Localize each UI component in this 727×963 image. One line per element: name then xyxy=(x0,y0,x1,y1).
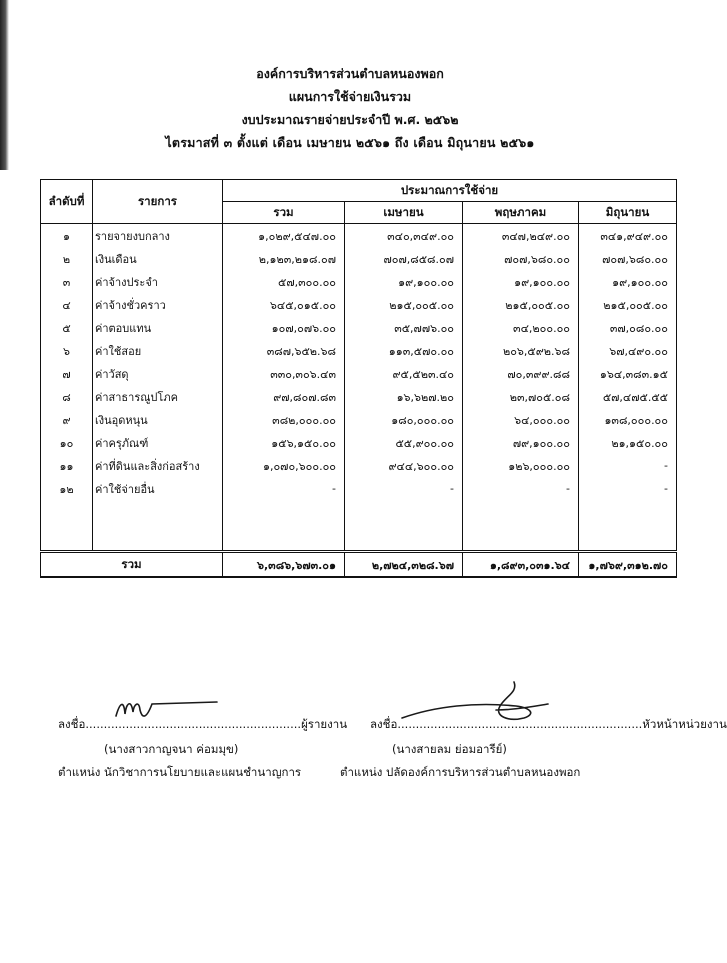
row-april: ๙๕,๕๒๓.๔๐ xyxy=(345,362,463,385)
table-row xyxy=(41,339,677,362)
left-sign-prefix: ลงชื่อ xyxy=(58,717,86,731)
row-may: ๗๐,๓๙๙.๘๘ xyxy=(463,362,579,385)
row-index: ๓ xyxy=(41,270,93,293)
row-item: ค่าสาธารณูปโภค xyxy=(93,385,223,408)
row-june: ๕๗,๔๗๕.๕๕ xyxy=(579,385,677,408)
row-total: ๙๗,๘๐๗.๘๓ xyxy=(223,385,345,408)
col-group-header: ประมาณการใช้จ่าย xyxy=(223,180,677,202)
row-total: ๑,๐๒๙,๕๔๗.๐๐ xyxy=(223,224,345,248)
row-index: ๑๑ xyxy=(41,454,93,477)
row-item: ค่าใช้สอย xyxy=(93,339,223,362)
row-june: ๓๗,๐๘๐.๐๐ xyxy=(579,316,677,339)
table-row xyxy=(41,224,677,248)
row-june: - xyxy=(579,454,677,477)
table-row xyxy=(41,270,677,293)
row-item: ค่าครุภัณฑ์ xyxy=(93,431,223,454)
row-june: ๗๐๗,๖๘๐.๐๐ xyxy=(579,247,677,270)
table-total-row xyxy=(41,552,677,578)
col-april-header: เมษายน xyxy=(345,202,463,224)
quarter-title: ไตรมาสที่ ๓ ตั้งแต่ เดือน เมษายน ๒๕๖๑ ถึง เดือน มิถุนายน ๒๕๖๑ xyxy=(165,135,535,150)
row-april: ๓๔๐,๓๔๙.๐๐ xyxy=(345,224,463,248)
table-row xyxy=(41,431,677,454)
right-signer-position: ตำแหน่ง ปลัดองค์การบริหารส่วนตำบลหนองพอก xyxy=(340,765,581,779)
row-total: ๑๐๗,๐๗๖.๐๐ xyxy=(223,316,345,339)
right-sign-role: หัวหน้าหน่วยงาน xyxy=(642,717,727,731)
row-may: ๓๔,๒๐๐.๐๐ xyxy=(463,316,579,339)
left-signer-position: ตำแหน่ง นักวิชาการนโยบายและแผนชำนาญการ xyxy=(58,765,302,779)
table-filler-row xyxy=(41,500,677,552)
row-april: ๙๔๔,๖๐๐.๐๐ xyxy=(345,454,463,477)
row-item: ค่าจ้างประจำ xyxy=(93,270,223,293)
row-total: ๒,๑๒๓,๒๑๘.๐๗ xyxy=(223,247,345,270)
row-total: ๖๔๕,๐๑๕.๐๐ xyxy=(223,293,345,316)
row-item: ค่าจ้างชั่วคราว xyxy=(93,293,223,316)
col-may-header: พฤษภาคม xyxy=(463,202,579,224)
left-signer-name: (นางสาวกาญจนา ค่อมมุข) xyxy=(104,742,239,756)
row-may: ๗๙,๑๐๐.๐๐ xyxy=(463,431,579,454)
budget-year-title: งบประมาณรายจ่ายประจำปี พ.ศ. ๒๕๖๒ xyxy=(241,112,459,127)
table-row xyxy=(41,385,677,408)
row-index: ๘ xyxy=(41,385,93,408)
left-sign-dots: ........................................................... xyxy=(85,717,302,731)
right-signature-line xyxy=(370,716,727,734)
plan-title: แผนการใช้จ่ายเงินรวม xyxy=(288,89,412,104)
budget-table xyxy=(40,179,677,578)
row-may: ๗๐๗,๖๘๐.๐๐ xyxy=(463,247,579,270)
row-total: ๓๘๗,๖๕๒.๖๘ xyxy=(223,339,345,362)
row-june: ๑๖๔,๓๘๓.๑๕ xyxy=(579,362,677,385)
row-april: ๗๐๗,๘๕๘.๐๗ xyxy=(345,247,463,270)
row-index: ๙ xyxy=(41,408,93,431)
table-row xyxy=(41,408,677,431)
total-may: ๑,๘๙๓,๐๓๑.๖๔ xyxy=(463,552,579,578)
total-april: ๒,๗๒๔,๓๒๘.๖๗ xyxy=(345,552,463,578)
budget-table-body xyxy=(41,224,677,578)
row-item: ค่าใช้จ่ายอื่น xyxy=(93,477,223,500)
row-june: ๖๗,๔๙๐.๐๐ xyxy=(579,339,677,362)
col-june-header: มิถุนายน xyxy=(579,202,677,224)
row-april: ๑๙,๑๐๐.๐๐ xyxy=(345,270,463,293)
row-index: ๒ xyxy=(41,247,93,270)
total-sum: ๖,๓๘๖,๖๗๓.๐๑ xyxy=(223,552,345,578)
row-june: ๓๔๑,๙๔๙.๐๐ xyxy=(579,224,677,248)
row-may: ๑๒๖,๐๐๐.๐๐ xyxy=(463,454,579,477)
row-total: ๓๓๐,๓๐๖.๔๓ xyxy=(223,362,345,385)
row-april: - xyxy=(345,477,463,500)
row-item: รายจายงบกลาง xyxy=(93,224,223,248)
row-april: ๑๘๐,๐๐๐.๐๐ xyxy=(345,408,463,431)
row-total: ๕๗,๓๐๐.๐๐ xyxy=(223,270,345,293)
right-signer-name: (นางสายลม ย่อมอารีย์) xyxy=(392,742,507,756)
row-april: ๑๖,๖๒๗.๒๐ xyxy=(345,385,463,408)
row-may: ๑๙,๑๐๐.๐๐ xyxy=(463,270,579,293)
row-total: - xyxy=(223,477,345,500)
table-row xyxy=(41,454,677,477)
row-may: - xyxy=(463,477,579,500)
row-june: ๒๑๕,๐๐๕.๐๐ xyxy=(579,293,677,316)
row-april: ๕๕,๙๐๐.๐๐ xyxy=(345,431,463,454)
row-index: ๗ xyxy=(41,362,93,385)
row-total: ๑,๐๗๐,๖๐๐.๐๐ xyxy=(223,454,345,477)
left-sign-role: ผู้รายงาน xyxy=(301,717,348,731)
row-june: ๑๙,๑๐๐.๐๐ xyxy=(579,270,677,293)
row-june: ๑๓๘,๐๐๐.๐๐ xyxy=(579,408,677,431)
right-sign-dots: ................................................................... xyxy=(397,717,643,731)
table-row xyxy=(41,247,677,270)
table-row xyxy=(41,477,677,500)
row-april: ๒๑๕,๐๐๕.๐๐ xyxy=(345,293,463,316)
row-item: เงินเดือน xyxy=(93,247,223,270)
row-may: ๒๑๕,๐๐๕.๐๐ xyxy=(463,293,579,316)
col-total-header: รวม xyxy=(223,202,345,224)
row-index: ๑๒ xyxy=(41,477,93,500)
row-item: ค่าที่ดินและสิ่งก่อสร้าง xyxy=(93,454,223,477)
row-index: ๑๐ xyxy=(41,431,93,454)
org-title: องค์การบริหารส่วนตำบลหนองพอก xyxy=(256,66,444,81)
right-sign-prefix: ลงชื่อ xyxy=(370,717,398,731)
row-total: ๑๕๖,๑๕๐.๐๐ xyxy=(223,431,345,454)
row-item: ค่าตอบแทน xyxy=(93,316,223,339)
row-index: ๑ xyxy=(41,224,93,248)
total-june: ๑,๗๖๙,๓๑๒.๗๐ xyxy=(579,552,677,578)
document-header xyxy=(0,62,700,154)
left-signature-line xyxy=(58,716,347,734)
row-april: ๓๕,๗๗๖.๐๐ xyxy=(345,316,463,339)
row-item: ค่าวัสดุ xyxy=(93,362,223,385)
row-june: ๒๑,๑๕๐.๐๐ xyxy=(579,431,677,454)
table-row xyxy=(41,362,677,385)
col-index-header: ลำดับที่ xyxy=(41,180,93,224)
row-may: ๖๔,๐๐๐.๐๐ xyxy=(463,408,579,431)
row-june: - xyxy=(579,477,677,500)
row-item: เงินอุดหนุน xyxy=(93,408,223,431)
table-row xyxy=(41,316,677,339)
row-april: ๑๑๓,๕๗๐.๐๐ xyxy=(345,339,463,362)
row-may: ๓๔๗,๒๔๙.๐๐ xyxy=(463,224,579,248)
row-index: ๕ xyxy=(41,316,93,339)
row-index: ๔ xyxy=(41,293,93,316)
row-may: ๒๓,๗๐๕.๐๘ xyxy=(463,385,579,408)
row-total: ๓๘๒,๐๐๐.๐๐ xyxy=(223,408,345,431)
row-may: ๒๐๖,๕๙๒.๖๘ xyxy=(463,339,579,362)
row-index: ๖ xyxy=(41,339,93,362)
table-row xyxy=(41,293,677,316)
col-item-header: รายการ xyxy=(93,180,223,224)
total-label: รวม xyxy=(41,552,223,578)
